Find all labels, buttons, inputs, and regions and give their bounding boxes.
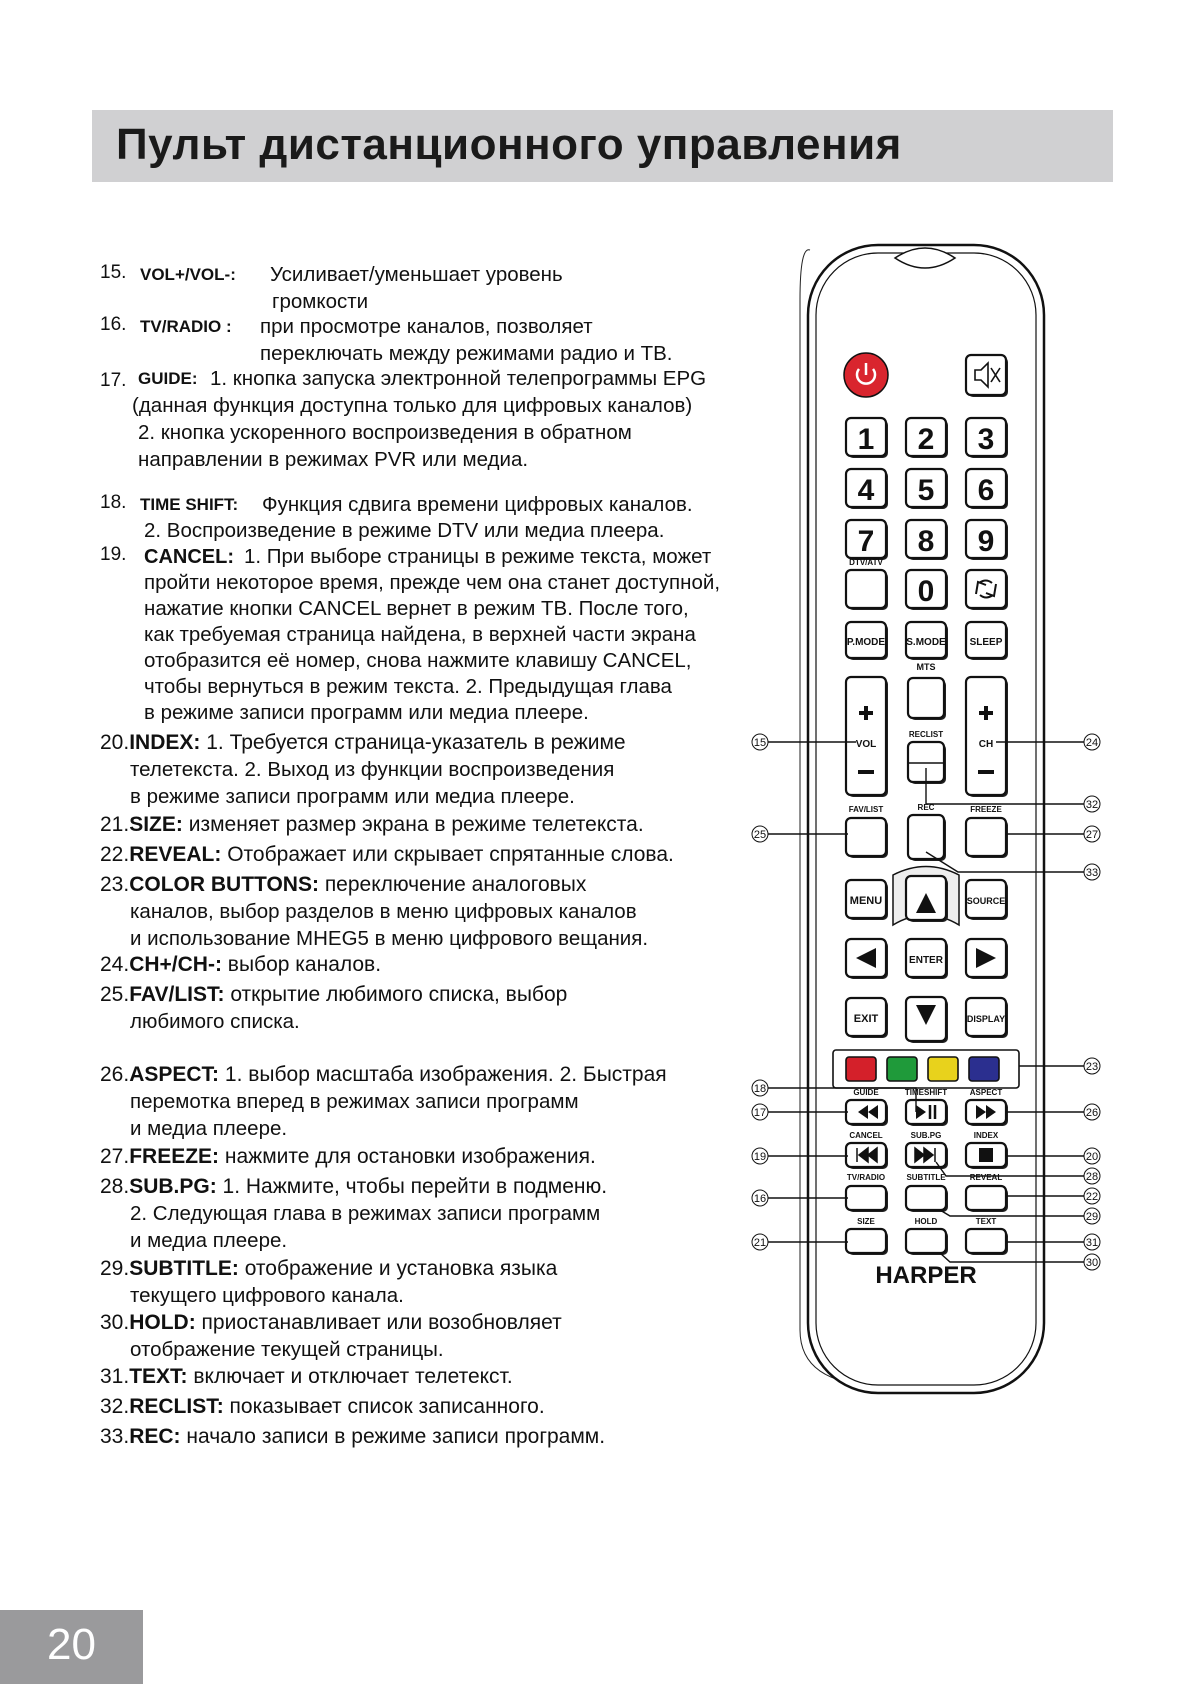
mute-button[interactable] xyxy=(966,355,1006,395)
callout-17-label: 17 xyxy=(753,1107,767,1119)
item-number: 19. xyxy=(100,544,127,565)
exit-label: EXIT xyxy=(853,1013,879,1025)
callout-19-label: 19 xyxy=(753,1151,767,1163)
item-number: 15. xyxy=(100,262,127,283)
digit-6-label: 6 xyxy=(977,474,995,507)
item-text: 2. кнопка ускоренного воспроизведения в обратном xyxy=(138,421,632,444)
callout-30-label: 30 xyxy=(1085,1257,1099,1269)
subtitle-button[interactable] xyxy=(906,1186,946,1210)
item-text: Усиливает/уменьшает уровень xyxy=(270,263,563,286)
item-text: приостанавливает или возобновляет xyxy=(201,1311,562,1334)
page-number-box xyxy=(0,1610,143,1684)
freeze-label: FREEZE xyxy=(970,805,1002,814)
dtv-atv-button[interactable] xyxy=(846,570,886,608)
item-number: 23. xyxy=(100,873,130,896)
digit-5-label: 5 xyxy=(917,474,935,507)
item-text: нажмите для остановки изображения. xyxy=(224,1145,596,1168)
item-text: изменяет размер экрана в режиме телетекста. xyxy=(188,813,644,836)
item-text: отображение и установка языка xyxy=(244,1257,558,1280)
item-text: открытие любимого списка, выбор xyxy=(230,983,568,1006)
item-text: включает и отключает телетекст. xyxy=(193,1365,513,1388)
callout-20-label: 20 xyxy=(1085,1151,1099,1163)
size-button[interactable] xyxy=(846,1229,886,1253)
item-key: COLOR BUTTONS: xyxy=(129,873,325,896)
item-key: FREEZE: xyxy=(129,1145,225,1168)
subtitle-label: SUBTITLE xyxy=(906,1173,946,1182)
item-text: 1. кнопка запуска электронной телепрограммы EPG xyxy=(210,367,707,390)
item-text: чтобы вернуться в режим текста. 2. Предыдущая глава xyxy=(144,675,672,698)
digit-4-label: 4 xyxy=(857,474,875,507)
item-text: начало записи в режиме записи программ. xyxy=(186,1425,606,1448)
item-text: показывает список записанного. xyxy=(229,1395,545,1418)
callout-15-label: 15 xyxy=(753,737,767,749)
callout-32-label: 32 xyxy=(1085,799,1099,811)
item-key: SUB.PG: xyxy=(129,1175,223,1198)
item-text: в режиме записи программ или медиа плеере. xyxy=(130,785,575,808)
vol-rocker[interactable] xyxy=(846,677,886,795)
page-number: 20 xyxy=(47,1620,96,1669)
item-number: 31. xyxy=(100,1365,130,1388)
item-key: REC: xyxy=(129,1425,187,1448)
item-key: TV/RADIO : xyxy=(140,317,232,336)
item-text: в режиме записи программ или медиа плеере. xyxy=(144,701,589,724)
item-text: пройти некоторое время, прежде чем она станет доступной, xyxy=(144,571,721,594)
p-mode-label: P.MODE xyxy=(846,637,886,648)
item-text: 1. При выборе страницы в режиме текста, может xyxy=(244,545,712,568)
item-number: 24. xyxy=(100,953,130,976)
item-key: VOL+/VOL-: xyxy=(140,265,236,284)
item-text: 1. выбор масштаба изображения. 2. Быстрая xyxy=(224,1063,667,1086)
callout-23-label: 23 xyxy=(1085,1061,1099,1073)
timeshift-label: TIMESHIFT xyxy=(904,1088,948,1097)
reveal-label: REVEAL xyxy=(969,1173,1003,1182)
item-text: любимого списка. xyxy=(130,1010,300,1033)
item-text: переключение аналоговых xyxy=(324,873,587,896)
callout-24-label: 24 xyxy=(1085,737,1099,749)
callout-28-label: 28 xyxy=(1085,1171,1099,1183)
freeze-button[interactable] xyxy=(966,818,1006,856)
sub_pg-label: SUB.PG xyxy=(910,1131,942,1140)
item-number: 26. xyxy=(100,1063,130,1086)
callout-26-label: 26 xyxy=(1085,1107,1099,1119)
item-text: 2. Следующая глава в режимах записи программ xyxy=(130,1202,601,1225)
text-button[interactable] xyxy=(966,1229,1006,1253)
color-button-3[interactable] xyxy=(928,1057,958,1081)
item-key: SIZE: xyxy=(129,813,189,836)
item-text: (данная функция доступна только для цифровых каналов) xyxy=(132,394,693,417)
item-text: 1. Требуется страница-указатель в режиме xyxy=(206,731,626,754)
item-key: FAV/LIST: xyxy=(129,983,231,1006)
fav-list-button[interactable] xyxy=(846,818,886,856)
text-label: TEXT xyxy=(975,1217,997,1226)
display-label: DISPLAY xyxy=(966,1014,1006,1024)
item-key: RECLIST: xyxy=(129,1395,230,1418)
item-number: 33. xyxy=(100,1425,130,1448)
item-text: телетекста. 2. Выход из функции воспроизведения xyxy=(130,758,615,781)
item-number: 16. xyxy=(100,314,127,335)
rec-label: REC xyxy=(917,803,935,812)
item-text: текущего цифрового канала. xyxy=(130,1284,404,1307)
item-text: выбор каналов. xyxy=(227,953,382,976)
item-key: REVEAL: xyxy=(129,843,228,866)
item-number: 29. xyxy=(100,1257,130,1280)
vol-label: VOL xyxy=(855,739,877,750)
sleep-label: SLEEP xyxy=(969,637,1003,648)
tv_radio-label: TV/RADIO xyxy=(846,1173,886,1182)
digit-9-label: 9 xyxy=(977,525,995,558)
item-number: 22. xyxy=(100,843,130,866)
hold-label: HOLD xyxy=(914,1217,938,1226)
brand-logo: HARPER xyxy=(875,1262,977,1289)
item-key: GUIDE: xyxy=(138,369,198,388)
item-text: отображение текущей страницы. xyxy=(130,1338,444,1361)
digit-7-label: 7 xyxy=(857,525,875,558)
item-text: громкости xyxy=(272,290,369,313)
item-text: Функция сдвига времени цифровых каналов. xyxy=(262,493,693,516)
item-number: 17. xyxy=(100,370,127,391)
callout-29-label: 29 xyxy=(1085,1211,1099,1223)
item-number: 20. xyxy=(100,731,130,754)
item-number: 21. xyxy=(100,813,130,836)
callout-16-label: 16 xyxy=(753,1193,767,1205)
page-title: Пульт дистанционного управления xyxy=(116,120,902,169)
hold-button[interactable] xyxy=(906,1229,946,1253)
digit-3-label: 3 xyxy=(977,423,995,456)
item-number: 25. xyxy=(100,983,130,1006)
item-text: 1. Нажмите, чтобы перейти в подменю. xyxy=(222,1175,608,1198)
item-number: 32. xyxy=(100,1395,130,1418)
color-button-4[interactable] xyxy=(969,1057,999,1081)
item-key: TIME SHIFT: xyxy=(140,495,239,514)
ch-rocker[interactable] xyxy=(966,677,1006,795)
color-button-2[interactable] xyxy=(887,1057,917,1081)
index-label: INDEX xyxy=(973,1131,999,1140)
item-text: направлении в режимах PVR или медиа. xyxy=(138,448,529,471)
item-key: SUBTITLE: xyxy=(129,1257,245,1280)
size-label: SIZE xyxy=(857,1217,875,1226)
dtv-atv-label: DTV/ATV xyxy=(849,558,883,567)
item-text: Отображает или скрывает спрятанные слова. xyxy=(227,843,674,866)
callout-27-label: 27 xyxy=(1085,829,1099,841)
stop-icon xyxy=(979,1148,993,1162)
item-text: и медиа плеере. xyxy=(130,1229,288,1252)
item-key: CANCEL: xyxy=(144,546,234,568)
item-text: как требуемая страница найдена, в верхней части экрана xyxy=(144,623,696,646)
aspect-label: ASPECT xyxy=(969,1088,1003,1097)
item-text: и медиа плеере. xyxy=(130,1117,288,1140)
item-number: 30. xyxy=(100,1311,130,1334)
mts-label: MTS xyxy=(916,662,936,672)
item-text: при просмотре каналов, позволяет xyxy=(260,315,593,338)
digit-1-label: 1 xyxy=(857,423,875,456)
reclist-label: RECLIST xyxy=(908,730,944,739)
item-key: CH+/CH-: xyxy=(129,953,228,976)
callout-18-label: 18 xyxy=(753,1083,767,1095)
item-key: ASPECT: xyxy=(129,1063,225,1086)
source-label: SOURCE xyxy=(966,896,1006,906)
item-key: TEXT: xyxy=(129,1365,194,1388)
title-bar xyxy=(92,110,1113,182)
item-number: 18. xyxy=(100,492,127,513)
enter-label: ENTER xyxy=(909,955,943,966)
ch-label: CH xyxy=(978,739,994,750)
remote-diagram xyxy=(740,236,1110,1406)
item-key: HOLD: xyxy=(129,1311,202,1334)
item-text: и использование MHEG5 в меню цифрового вещания. xyxy=(130,927,649,950)
menu-label: MENU xyxy=(849,895,883,907)
cancel-label: CANCEL xyxy=(849,1131,883,1140)
color-button-1[interactable] xyxy=(846,1057,876,1081)
callout-21-label: 21 xyxy=(753,1237,767,1249)
callout-31-label: 31 xyxy=(1085,1237,1099,1249)
item-text: отобразится её номер, снова нажмите клавишу CANCEL, xyxy=(144,649,692,672)
digit-2-label: 2 xyxy=(917,423,935,456)
item-number: 28. xyxy=(100,1175,130,1198)
item-text: переключать между режимами радио и ТВ. xyxy=(260,342,673,365)
item-number: 27. xyxy=(100,1145,130,1168)
mts-button[interactable] xyxy=(908,678,944,718)
item-key: INDEX: xyxy=(129,731,207,754)
item-text: перемотка вперед в режимах записи программ xyxy=(130,1090,579,1113)
s-mode-label: S.MODE xyxy=(906,637,946,648)
recall-button[interactable] xyxy=(966,570,1006,608)
digit-8-label: 8 xyxy=(917,525,935,558)
item-text: каналов, выбор разделов в меню цифровых каналов xyxy=(130,900,637,923)
fav-list-label: FAV/LIST xyxy=(848,805,884,814)
callout-22-label: 22 xyxy=(1085,1191,1099,1203)
digit-0-label: 0 xyxy=(917,575,935,608)
reveal-button[interactable] xyxy=(966,1186,1006,1210)
callout-33-label: 33 xyxy=(1085,867,1099,879)
guide-label: GUIDE xyxy=(853,1088,879,1097)
item-text: нажатие кнопки CANCEL вернет в режим ТВ. После того, xyxy=(144,597,689,620)
callout-25-label: 25 xyxy=(753,829,767,841)
tv-radio-button[interactable] xyxy=(846,1186,886,1210)
item-text: 2. Воспроизведение в режиме DTV или медиа плеера. xyxy=(144,519,665,542)
